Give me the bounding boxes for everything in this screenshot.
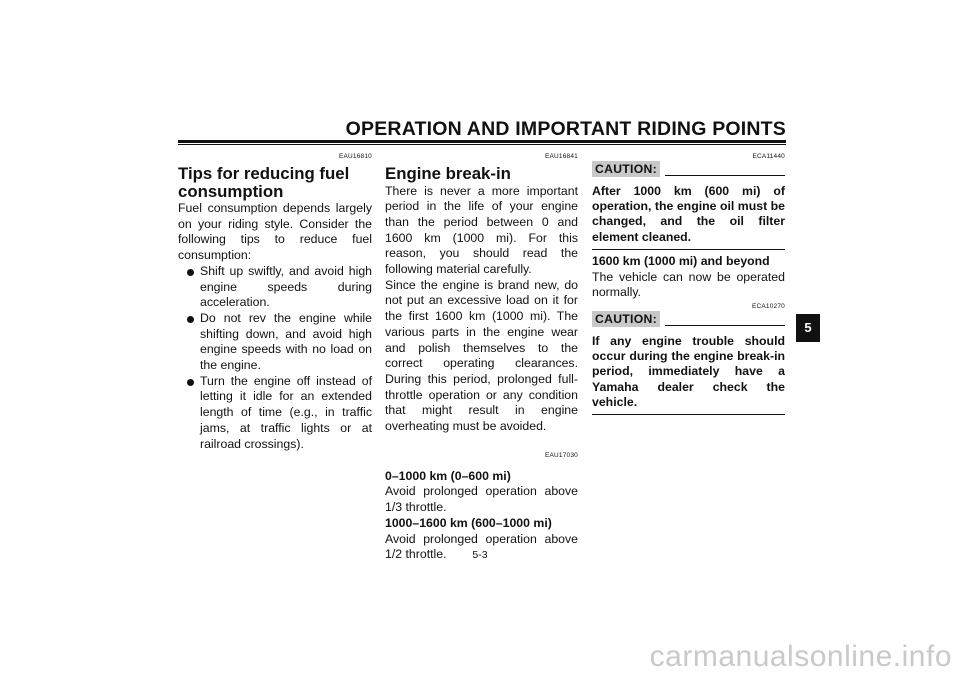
caution-code: ECA11440 xyxy=(752,153,785,160)
chapter-tab: 5 xyxy=(796,314,820,342)
list-item: Do not rev the engine while shifting down, and avoid high engine speeds with no load on the engine. xyxy=(178,311,372,374)
caution-label: CAUTION: xyxy=(592,311,660,327)
caution-code: ECA10270 xyxy=(751,303,785,310)
paragraph: Avoid prolonged operation above 1/3 throttle. xyxy=(385,484,578,515)
section-code: EAU16841 xyxy=(544,153,578,160)
caution-label: CAUTION: xyxy=(592,161,660,177)
caution-end-rule xyxy=(592,414,785,415)
caution-rule xyxy=(665,325,785,326)
watermark: carmanualsonline.info xyxy=(649,640,952,673)
column-fuel-tips xyxy=(178,153,372,452)
column-break-in xyxy=(385,153,578,563)
caution-block xyxy=(592,311,785,415)
list-item: Shift up swiftly, and avoid high engine speeds during acceleration. xyxy=(178,264,372,311)
bullet-icon xyxy=(187,379,194,386)
paragraph: Avoid prolonged operation above 1/2 throttle. xyxy=(385,531,578,562)
section-heading: Tips for reducing fuel consumption xyxy=(178,164,350,201)
paragraph: The vehicle can now be operated normally. xyxy=(592,269,785,300)
header-rule xyxy=(178,140,786,143)
page-header-title: OPERATION AND IMPORTANT RIDING POINTS xyxy=(345,118,786,140)
subheading: 0–1000 km (0–600 mi) xyxy=(385,468,511,483)
column-cautions xyxy=(592,153,785,415)
intro-paragraph: Fuel consumption depends largely on your riding style. Consider the following tips to reduce fuel consumption: xyxy=(178,201,372,263)
subheading: 1600 km (1000 mi) and beyond xyxy=(592,253,770,268)
section-code: EAU17030 xyxy=(544,451,578,459)
section-heading: Engine break-in xyxy=(385,164,511,183)
section-code: EAU16810 xyxy=(338,153,372,160)
bullet-icon xyxy=(187,316,194,323)
list-item: Turn the engine off instead of letting it idle for an extended length of time (e.g., in traffic jams, at traffic lights or at railroad crossings). xyxy=(178,374,372,453)
subheading: 1000–1600 km (600–1000 mi) xyxy=(385,515,552,530)
caution-text: If any engine trouble should occur during the engine break-in period, immediately have a Yamaha dealer check the vehicle. xyxy=(592,333,785,409)
paragraph: Since the engine is brand new, do not put an excessive load on it for the first 1600 km (1000 mi). The various parts in the engine wear and polish themselves to the correct operating clearances. During this period, prolonged full-throttle operation or any condition that might result in engine overheating must be avoided. xyxy=(385,277,578,434)
caution-end-rule xyxy=(592,249,785,250)
page-number: 5-3 xyxy=(472,549,488,561)
tips-list xyxy=(178,264,372,452)
caution-block xyxy=(592,161,785,250)
header-rule-thin xyxy=(178,144,786,145)
paragraph: There is never a more important period in the life of your engine than the period between 0 and 1600 km (1000 mi). For this reason, you should read the following material carefully. xyxy=(385,183,578,277)
bullet-icon xyxy=(187,269,194,276)
caution-rule xyxy=(665,175,785,176)
caution-text: After 1000 km (600 mi) of operation, the engine oil must be changed, and the oil filter element cleaned. xyxy=(592,183,785,244)
